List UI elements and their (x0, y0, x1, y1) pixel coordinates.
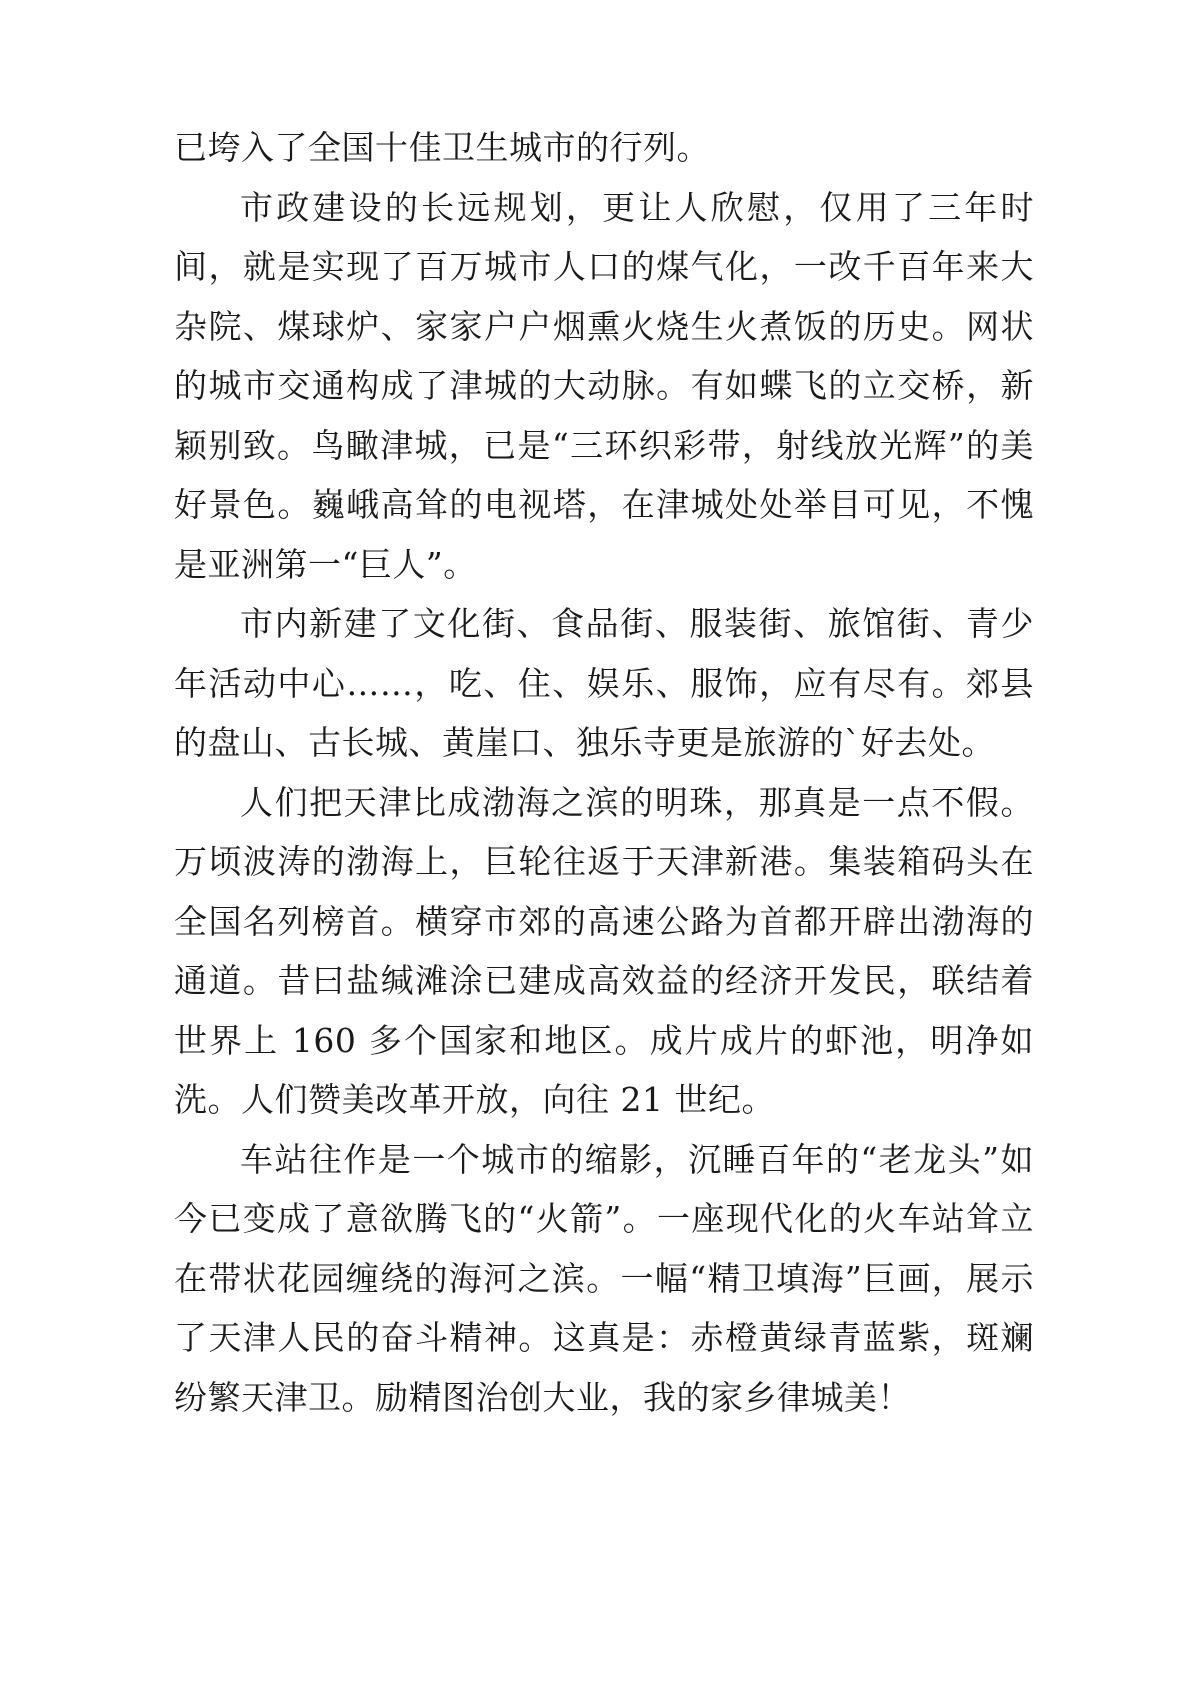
paragraph-3: 市内新建了文化街、食品街、服装街、旅馆街、青少年活动中心……，吃、住、娱乐、服饰，应有尽有。郊县的盘山、古长城、黄崖口、独乐寺更是旅游的`好去处。 (174, 604, 1034, 762)
paragraph-2: 市政建设的长远规划，更让人欣慰，仅用了三年时间，就是实现了百万城市人口的煤气化，一改千百年来大杂院、煤球炉、家家户户烟熏火烧生火煮饭的历史。网状的城市交通构成了津城的大动脉。有如蝶飞的立交桥，新颖别致。鸟瞰津城，已是“三环织彩带，射线放光辉”的美好景色。巍峨高耸的电视塔，在津城处处举目可见，不愧是亚洲第一“巨人”。 (174, 187, 1034, 584)
paragraph-4: 人们把天津比成渤海之滨的明珠，那真是一点不假。万顷波涛的渤海上，巨轮往返于天津新港。集装箱码头在全国名列榜首。横穿市郊的高速公路为首都开辟出渤海的通道。昔曰盐缄滩涂已建成高效益的经济开发民，联结着世界上 160 多个国家和地区。成片成片的虾池，明净如洗。人们赞美改革开放，向往 21 世纪。 (174, 782, 1034, 1119)
document-body (174, 118, 1034, 1427)
paragraph-1: 已垮入了全国十佳卫生城市的行列。 (174, 128, 710, 167)
paragraph-5: 车站往作是一个城市的缩影，沉睡百年的“老龙头”如今已变成了意欲腾飞的“火箭”。一座现代化的火车站耸立在带状花园缠绕的海河之滨。一幅“精卫填海”巨画，展示了天津人民的奋斗精神。这真是：赤橙黄绿青蓝紫，斑斓纷繁天津卫。励精图治创大业，我的家乡律城美！ (174, 1139, 1034, 1417)
